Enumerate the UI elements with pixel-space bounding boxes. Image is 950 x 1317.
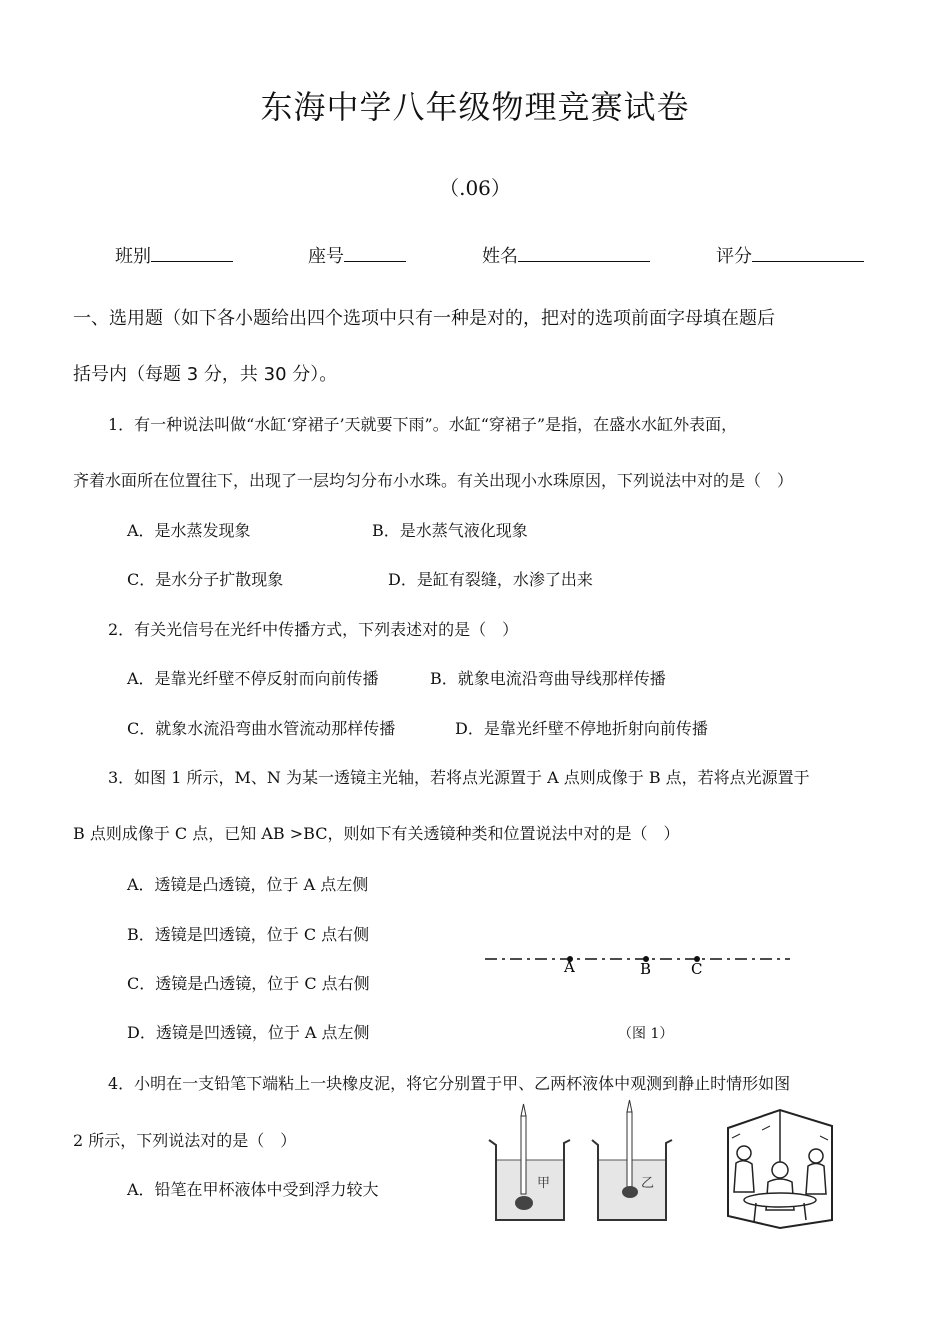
point-b-label: B (640, 960, 652, 978)
q1-option-b[interactable]: B．是水蒸气液化现象 (372, 521, 528, 540)
q4-stem-line1: 4．小明在一支铅笔下端粘上一块橡皮泥，将它分别置于甲、乙两杯液体中观测到静止时情形如图 (108, 1074, 791, 1093)
figure-1-optical-axis (480, 945, 800, 985)
class-field (115, 242, 233, 268)
beaker-jia (489, 1104, 570, 1220)
section-heading-line1: 一、选用题（如下各小题给出四个选项中只有一种是对的，把对的选项前面字母填在题后 (73, 308, 775, 329)
q3-option-c[interactable]: C．透镜是凸透镜，位于 C 点右侧 (127, 974, 370, 993)
exam-date: （.06） (439, 176, 511, 200)
q1-stem-line1: 1．有一种说法叫做“水缸‘穿裙子’天就要下雨”。水缸“穿裙子”是指，在盛水水缸外表面， (108, 415, 738, 434)
q4-option-a[interactable]: A．铅笔在甲杯液体中受到浮力较大 (127, 1180, 379, 1199)
q2-option-d[interactable]: D．是靠光纤壁不停地折射向前传播 (455, 719, 708, 738)
q4-stem-line2: 2 所示，下列说法对的是（ ） (73, 1131, 297, 1150)
class-blank[interactable] (151, 243, 233, 262)
q3-option-d[interactable]: D．透镜是凹透镜，位于 A 点左侧 (127, 1023, 370, 1042)
name-blank[interactable] (518, 243, 650, 262)
q3-stem-line1: 3．如图 1 所示，M、N 为某一透镜主光轴，若将点光源置于 A 点则成像于 B 点，若将点光源置于 (108, 768, 810, 787)
score-field (716, 242, 864, 268)
section-heading-line2: 括号内（每题 3 分，共 30 分）。 (73, 364, 338, 385)
seat-blank[interactable] (344, 243, 406, 262)
page-title: 东海中学八年级物理竞赛试卷 (260, 88, 690, 126)
q1-option-c[interactable]: C．是水分子扩散现象 (127, 570, 284, 589)
name-field (482, 242, 650, 268)
q1-option-a[interactable]: A．是水蒸发现象 (127, 521, 251, 540)
beaker-jia-label: 甲 (537, 1176, 551, 1191)
q3-stem-line2: B 点则成像于 C 点，已知 AB >BC，则如下有关透镜种类和位置说法中对的是（ ） (73, 824, 680, 843)
q3-option-b[interactable]: B．透镜是凹透镜，位于 C 点右侧 (127, 925, 370, 944)
point-c-label: C (691, 960, 703, 978)
seat-field (308, 242, 406, 268)
seat-label: 座号 (308, 246, 344, 267)
figure-1-caption: （图 1） (618, 1026, 674, 1042)
q2-option-a[interactable]: A．是靠光纤壁不停反射而向前传播 (127, 669, 379, 688)
beaker-yi-label: 乙 (641, 1176, 655, 1191)
q2-stem: 2．有关光信号在光纤中传播方式，下列表述对的是（ ） (108, 620, 519, 639)
q2-option-c[interactable]: C．就象水流沿弯曲水管流动那样传播 (127, 719, 396, 738)
figure-2-beakers (484, 1098, 684, 1228)
q1-option-d[interactable]: D．是缸有裂缝，水渗了出来 (388, 570, 593, 589)
q1-stem-line2: 齐着水面所在位置往下，出现了一层均匀分布小水珠。有关出现小水珠原因，下列说法中对的是（ ） (73, 471, 794, 490)
figure-people-illustration (722, 1108, 838, 1230)
score-label: 评分 (716, 246, 752, 267)
q3-option-a[interactable]: A．透镜是凸透镜，位于 A 点左侧 (127, 875, 369, 894)
name-label: 姓名 (482, 246, 518, 267)
point-a-label: A (564, 958, 575, 976)
class-label: 班别 (115, 246, 151, 267)
q2-option-b[interactable]: B．就象电流沿弯曲导线那样传播 (430, 669, 666, 688)
beaker-yi (592, 1100, 672, 1220)
score-blank[interactable] (752, 243, 864, 262)
